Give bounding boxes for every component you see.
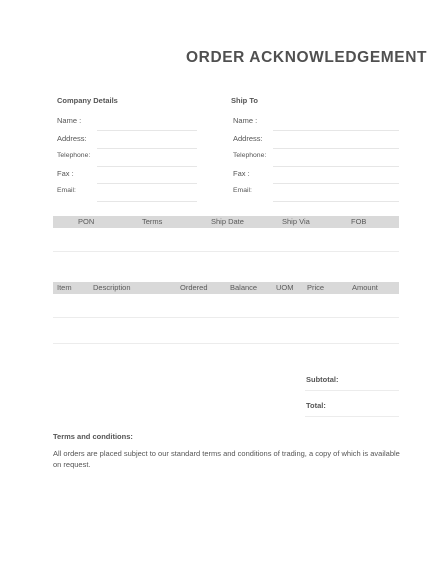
terms-heading: Terms and conditions: [53, 432, 133, 441]
company-address-field[interactable] [57, 131, 197, 149]
total-label: Total: [306, 401, 326, 410]
header-balance: Balance [230, 283, 258, 292]
ship-address-label: Address: [233, 134, 263, 143]
items-table-header [53, 282, 399, 294]
order-table-header [53, 216, 399, 228]
header-uom: UOM [276, 283, 294, 292]
header-ordered: Ordered [180, 283, 208, 292]
company-email-field[interactable] [57, 184, 197, 202]
header-amount: Amount [352, 283, 378, 292]
company-fax-label: Fax : [57, 169, 74, 178]
company-email-label: Email: [57, 187, 76, 194]
document-title: ORDER ACKNOWLEDGEMENT [186, 49, 428, 66]
ship-name-label: Name : [233, 116, 258, 125]
company-fax-field[interactable] [57, 166, 197, 184]
ship-to-heading: Ship To [231, 96, 258, 105]
order-table-row[interactable] [53, 251, 399, 252]
ship-email-field[interactable] [233, 184, 399, 202]
ship-address-field[interactable] [233, 131, 399, 149]
ship-email-label: Email: [233, 187, 252, 194]
ship-name-field[interactable] [233, 113, 399, 131]
subtotal-label: Subtotal: [306, 375, 339, 384]
company-telephone-field[interactable] [57, 149, 197, 167]
company-name-label: Name : [57, 116, 82, 125]
items-table-row[interactable] [53, 317, 399, 318]
ship-fax-label: Fax : [233, 169, 250, 178]
company-email-line [97, 201, 197, 202]
header-price: Price [307, 283, 325, 292]
header-item: Item [57, 283, 72, 292]
terms-body: All orders are placed subject to our standard terms and conditions of trading, a copy of which is available on request. [53, 449, 400, 469]
header-description: Description [93, 283, 131, 292]
company-address-label: Address: [57, 134, 87, 143]
header-terms: Terms [142, 217, 163, 226]
subtotal-line[interactable] [305, 390, 399, 391]
header-fob: FOB [351, 217, 367, 226]
ship-email-line [273, 201, 399, 202]
ship-fax-field[interactable] [233, 166, 399, 184]
header-ship-date: Ship Date [211, 217, 244, 226]
items-table-row[interactable] [53, 343, 399, 344]
header-pon: PON [78, 217, 95, 226]
company-details-heading: Company Details [57, 96, 118, 105]
header-ship-via: Ship Via [282, 217, 310, 226]
ship-telephone-label: Telephone: [233, 152, 267, 159]
ship-telephone-field[interactable] [233, 149, 399, 167]
company-name-field[interactable] [57, 113, 197, 131]
total-line[interactable] [305, 416, 399, 417]
company-telephone-label: Telephone: [57, 152, 91, 159]
